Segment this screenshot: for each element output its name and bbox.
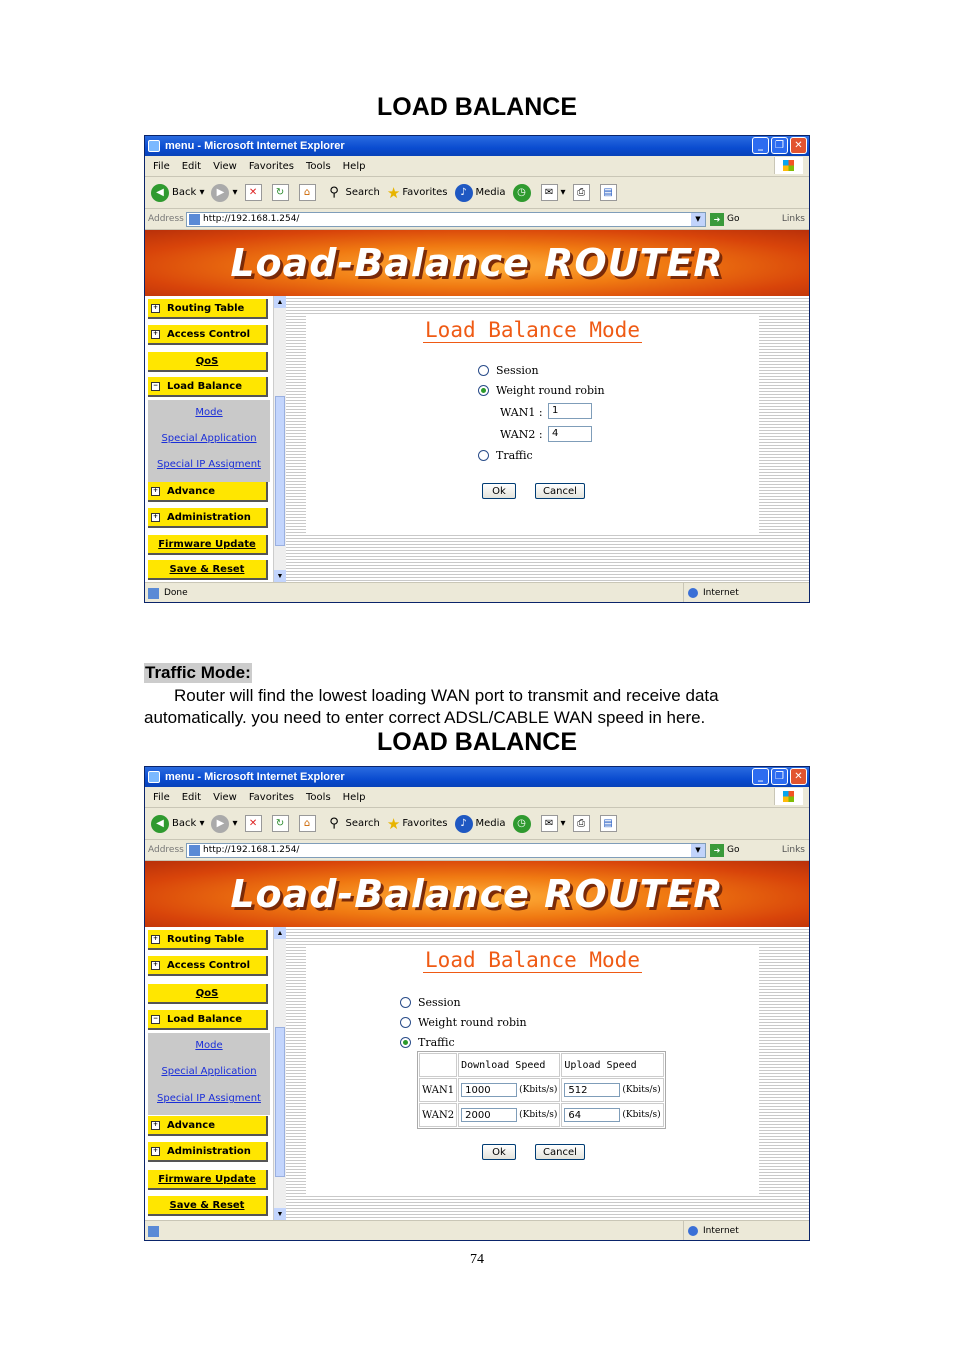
- cancel-button[interactable]: Cancel: [535, 483, 585, 499]
- toolbar: [145, 808, 809, 840]
- nav-label: Administration: [167, 511, 251, 523]
- load-balance-panel: [306, 946, 759, 1195]
- refresh-icon: ↻: [272, 184, 289, 201]
- session-radio[interactable]: [400, 997, 411, 1008]
- table-row: [419, 1078, 664, 1102]
- status-text: Done: [164, 588, 188, 598]
- home-button[interactable]: [299, 815, 319, 832]
- collapse-icon: −: [152, 381, 159, 389]
- nav-label: Advance: [167, 1119, 215, 1131]
- panel-title: [306, 948, 759, 972]
- edit-button[interactable]: [600, 184, 620, 201]
- globe-icon: [688, 588, 698, 598]
- mail-button[interactable]: ✉ ▾: [541, 815, 566, 832]
- expand-icon: +: [152, 303, 159, 311]
- nav-firmware-update[interactable]: Firmware Update: [148, 1170, 268, 1190]
- minimize-button[interactable]: _: [752, 768, 769, 785]
- home-icon: ⌂: [299, 184, 316, 201]
- session-label: Session: [418, 996, 461, 1009]
- unit-label: (Kbits/s): [622, 1110, 661, 1120]
- forward-arrow-icon: ▶: [211, 815, 229, 833]
- expand-icon: +: [152, 329, 159, 337]
- nav-special-ip[interactable]: Special IP Assigment: [157, 459, 261, 470]
- table-corner: [419, 1053, 457, 1077]
- nav-special-ip[interactable]: Special IP Assigment: [157, 1093, 261, 1104]
- security-zone: [683, 1221, 739, 1241]
- router-banner: [145, 861, 809, 927]
- menu-bar: [145, 787, 809, 808]
- scroll-up-icon[interactable]: ▲: [274, 927, 286, 939]
- nav-save-reset[interactable]: Save & Reset: [148, 1196, 268, 1216]
- media-button[interactable]: [455, 815, 506, 833]
- security-zone: [683, 583, 739, 603]
- option-weight[interactable]: [478, 384, 605, 397]
- edit-icon: ▤: [600, 184, 617, 201]
- main-pane: [286, 296, 809, 582]
- printer-icon: ⎙: [573, 184, 590, 201]
- search-icon: ⚲: [329, 185, 339, 200]
- ok-button[interactable]: Ok: [482, 1144, 516, 1160]
- weight-radio[interactable]: [400, 1017, 411, 1028]
- page-icon: [189, 845, 200, 856]
- minimize-button[interactable]: _: [752, 137, 769, 154]
- back-button[interactable]: ◀ Back ▾: [151, 815, 204, 833]
- go-arrow-icon: ➜: [710, 213, 724, 226]
- menu-file[interactable]: File: [153, 160, 170, 172]
- nav-load-balance[interactable]: [148, 377, 268, 397]
- nav-administration[interactable]: [148, 508, 268, 528]
- table-row: [419, 1103, 664, 1127]
- option-traffic[interactable]: [478, 449, 533, 462]
- stop-button[interactable]: [245, 184, 265, 201]
- menu-view[interactable]: View: [213, 160, 237, 172]
- links-button[interactable]: Links: [781, 214, 805, 224]
- print-button[interactable]: [573, 184, 593, 201]
- window-title: menu - Microsoft Internet Explorer: [165, 771, 345, 783]
- sidebar-scrollbar[interactable]: [273, 296, 286, 582]
- wan1-upload-cell: [561, 1078, 663, 1102]
- wan1-download-input[interactable]: 1000: [461, 1083, 517, 1097]
- home-icon: ⌂: [299, 815, 316, 832]
- nav-advance[interactable]: [148, 1116, 268, 1136]
- cancel-button[interactable]: Cancel: [535, 1144, 585, 1160]
- go-button[interactable]: [710, 213, 739, 226]
- scroll-up-icon[interactable]: ▲: [274, 296, 286, 308]
- back-button[interactable]: ◀ Back ▾: [151, 184, 204, 202]
- search-label: Search: [345, 187, 380, 198]
- dropdown-arrow-icon[interactable]: ▼: [691, 213, 705, 226]
- banner-title: Load-Balance ROUTER: [230, 872, 724, 916]
- sidebar-scrollbar[interactable]: [273, 927, 286, 1220]
- load-balance-submenu: [148, 400, 270, 482]
- nav-firmware-update[interactable]: Firmware Update: [148, 535, 268, 555]
- wan2-download-cell: [458, 1103, 560, 1127]
- nav-label: Routing Table: [167, 302, 245, 314]
- search-button[interactable]: [326, 815, 380, 832]
- go-label: Go: [727, 845, 740, 855]
- nav-routing-table[interactable]: [148, 299, 268, 319]
- forward-button[interactable]: ▶ ▾: [211, 815, 237, 833]
- nav-mode[interactable]: Mode: [195, 1040, 223, 1051]
- dropdown-arrow-icon[interactable]: ▼: [691, 844, 705, 857]
- wan1-label: WAN1 :: [500, 406, 543, 419]
- unit-label: (Kbits/s): [519, 1110, 558, 1120]
- traffic-label: Traffic: [418, 1036, 455, 1049]
- star-icon: ★: [386, 814, 401, 833]
- maximize-button[interactable]: ❐: [771, 768, 788, 785]
- status-bar: [145, 1220, 809, 1241]
- scroll-down-icon[interactable]: ▼: [274, 570, 286, 582]
- title-bar: [145, 136, 809, 156]
- menu-tools[interactable]: Tools: [306, 791, 331, 803]
- nav-administration[interactable]: [148, 1142, 268, 1162]
- media-icon: ♪: [455, 815, 473, 833]
- mail-icon: ✉: [541, 815, 558, 832]
- edit-icon: ▤: [600, 815, 617, 832]
- address-url: http://192.168.1.254/: [203, 214, 300, 224]
- load-balance-submenu: [148, 1033, 270, 1115]
- wan2-download-input[interactable]: 2000: [461, 1108, 517, 1122]
- weight-label: Weight round robin: [418, 1016, 527, 1029]
- wan2-upload-cell: [561, 1103, 663, 1127]
- nav-label: Routing Table: [167, 933, 245, 945]
- page-number: 74: [470, 1252, 484, 1267]
- back-arrow-icon: ◀: [151, 815, 169, 833]
- unit-label: (Kbits/s): [622, 1085, 661, 1095]
- wan1-row-label: WAN1: [419, 1078, 457, 1102]
- menu-favorites[interactable]: Favorites: [248, 791, 295, 803]
- go-arrow-icon: ➜: [710, 844, 724, 857]
- nav-label: Administration: [167, 1145, 251, 1157]
- back-arrow-icon: ◀: [151, 184, 169, 202]
- nav-access-control[interactable]: [148, 325, 268, 345]
- nav-label: Load Balance: [167, 380, 243, 392]
- favorites-label: Favorites: [402, 187, 448, 198]
- address-label: Address: [148, 845, 184, 855]
- stop-icon: ✕: [245, 184, 262, 201]
- traffic-mode-description: Router will find the lowest loading WAN port to transmit and receive data automatically. you need to enter correct ADSL/CABLE WAN speed in here.: [144, 686, 719, 727]
- session-label: Session: [496, 364, 539, 377]
- windows-logo-icon: [774, 157, 803, 174]
- collapse-icon: −: [152, 1014, 159, 1022]
- address-bar: [145, 209, 809, 230]
- search-button[interactable]: [326, 184, 380, 201]
- expand-icon: +: [152, 934, 159, 942]
- history-icon: ◷: [513, 815, 531, 833]
- back-label: Back: [172, 818, 197, 829]
- nav-load-balance[interactable]: [148, 1010, 268, 1030]
- traffic-mode-heading: Traffic Mode:: [145, 663, 251, 682]
- router-banner: [145, 230, 809, 296]
- wan1-weight-input[interactable]: 1: [548, 403, 592, 419]
- browser-window-1: [144, 135, 810, 603]
- menu-edit[interactable]: Edit: [181, 160, 202, 172]
- printer-icon: ⎙: [573, 815, 590, 832]
- main-pane: [286, 927, 809, 1220]
- search-icon: ⚲: [329, 816, 339, 831]
- address-bar: [145, 840, 809, 861]
- nav-label: Access Control: [167, 959, 251, 971]
- table-header-row: [419, 1053, 664, 1077]
- ok-button[interactable]: Ok: [482, 483, 516, 499]
- edit-button[interactable]: [600, 815, 620, 832]
- page-icon: [148, 1226, 159, 1237]
- nav-advance[interactable]: [148, 482, 268, 502]
- favorites-button[interactable]: [387, 184, 448, 202]
- go-button[interactable]: [710, 844, 739, 857]
- history-button[interactable]: [513, 184, 534, 202]
- panel-title-text: Load Balance Mode: [425, 948, 640, 972]
- option-session[interactable]: [478, 364, 539, 377]
- refresh-button[interactable]: [272, 815, 292, 832]
- traffic-label: Traffic: [496, 449, 533, 462]
- nav-label: Advance: [167, 485, 215, 497]
- media-label: Media: [475, 818, 506, 829]
- wan2-weight-input[interactable]: 4: [548, 426, 592, 442]
- nav-mode[interactable]: Mode: [195, 407, 223, 418]
- nav-access-control[interactable]: [148, 956, 268, 976]
- address-label: Address: [148, 214, 184, 224]
- zone-label: Internet: [703, 588, 739, 598]
- browser-window-2: [144, 766, 810, 1241]
- star-icon: ★: [386, 183, 401, 202]
- page-icon: [148, 588, 159, 599]
- load-balance-panel: [306, 316, 759, 534]
- wan2-label: WAN2 :: [500, 428, 543, 441]
- wan1-upload-input[interactable]: 512: [564, 1083, 620, 1097]
- maximize-button[interactable]: ❐: [771, 137, 788, 154]
- option-session[interactable]: [400, 996, 461, 1009]
- go-label: Go: [727, 214, 740, 224]
- home-button[interactable]: [299, 184, 319, 201]
- address-input[interactable]: [186, 212, 706, 227]
- wan2-row-label: WAN2: [419, 1103, 457, 1127]
- nav-special-application[interactable]: Special Application: [161, 1066, 257, 1077]
- mail-icon: ✉: [541, 184, 558, 201]
- back-label: Back: [172, 187, 197, 198]
- favorites-label: Favorites: [402, 818, 448, 829]
- toolbar: [145, 177, 809, 209]
- traffic-radio[interactable]: [400, 1037, 411, 1048]
- status-bar: [145, 582, 809, 603]
- upload-speed-header: Upload Speed: [561, 1053, 663, 1077]
- nav-label: Access Control: [167, 328, 251, 340]
- links-button[interactable]: Links: [781, 845, 805, 855]
- wan1-download-cell: [458, 1078, 560, 1102]
- expand-icon: +: [152, 1146, 159, 1154]
- wan2-upload-input[interactable]: 64: [564, 1108, 620, 1122]
- forward-button[interactable]: ▶ ▾: [211, 184, 237, 202]
- window-title: menu - Microsoft Internet Explorer: [165, 140, 345, 152]
- refresh-button[interactable]: [272, 184, 292, 201]
- print-button[interactable]: [573, 815, 593, 832]
- weight-radio[interactable]: [478, 385, 489, 396]
- close-button[interactable]: ✕: [790, 768, 807, 785]
- windows-logo-icon: [774, 788, 803, 805]
- download-speed-header: Download Speed: [458, 1053, 560, 1077]
- sidebar: [145, 927, 273, 1220]
- stop-icon: ✕: [245, 815, 262, 832]
- scroll-down-icon[interactable]: ▼: [274, 1208, 286, 1220]
- expand-icon: +: [152, 512, 159, 520]
- menu-help[interactable]: Help: [342, 791, 366, 803]
- nav-routing-table[interactable]: [148, 930, 268, 950]
- banner-title: Load-Balance ROUTER: [230, 241, 724, 285]
- nav-label: Load Balance: [167, 1013, 243, 1025]
- stop-button[interactable]: [245, 815, 265, 832]
- menu-bar: [145, 156, 809, 177]
- ie-icon: [148, 771, 160, 783]
- menu-file[interactable]: File: [153, 791, 170, 803]
- menu-view[interactable]: View: [213, 791, 237, 803]
- section-heading-1: LOAD BALANCE: [377, 93, 577, 121]
- nav-special-application[interactable]: Special Application: [161, 433, 257, 444]
- expand-icon: +: [152, 486, 159, 494]
- mail-button[interactable]: ✉ ▾: [541, 184, 566, 201]
- history-button[interactable]: [513, 815, 534, 833]
- search-label: Search: [345, 818, 380, 829]
- media-icon: ♪: [455, 184, 473, 202]
- nav-qos[interactable]: QoS: [148, 352, 268, 372]
- nav-save-reset[interactable]: Save & Reset: [148, 560, 268, 580]
- close-button[interactable]: ✕: [790, 137, 807, 154]
- panel-title: [306, 318, 759, 342]
- globe-icon: [688, 1226, 698, 1236]
- forward-arrow-icon: ▶: [211, 184, 229, 202]
- sidebar: [145, 296, 273, 582]
- zone-label: Internet: [703, 1226, 739, 1236]
- ie-icon: [148, 140, 160, 152]
- nav-qos[interactable]: QoS: [148, 984, 268, 1004]
- content-area: [145, 296, 809, 582]
- menu-help[interactable]: Help: [342, 160, 366, 172]
- history-icon: ◷: [513, 184, 531, 202]
- traffic-radio[interactable]: [478, 450, 489, 461]
- media-button[interactable]: [455, 184, 506, 202]
- address-url: http://192.168.1.254/: [203, 845, 300, 855]
- speed-table: [417, 1051, 666, 1129]
- panel-title-text: Load Balance Mode: [425, 318, 640, 342]
- menu-favorites[interactable]: Favorites: [248, 160, 295, 172]
- option-traffic[interactable]: [400, 1036, 455, 1049]
- favorites-button[interactable]: [387, 815, 448, 833]
- menu-edit[interactable]: Edit: [181, 791, 202, 803]
- media-label: Media: [475, 187, 506, 198]
- refresh-icon: ↻: [272, 815, 289, 832]
- menu-tools[interactable]: Tools: [306, 160, 331, 172]
- scroll-thumb[interactable]: [275, 396, 285, 546]
- expand-icon: +: [152, 1120, 159, 1128]
- scroll-thumb[interactable]: [275, 1027, 285, 1177]
- title-bar: [145, 767, 809, 787]
- option-weight[interactable]: [400, 1016, 527, 1029]
- unit-label: (Kbits/s): [519, 1085, 558, 1095]
- content-area: [145, 927, 809, 1220]
- weight-label: Weight round robin: [496, 384, 605, 397]
- expand-icon: +: [152, 960, 159, 968]
- page-icon: [189, 214, 200, 225]
- section-heading-2: LOAD BALANCE: [377, 728, 577, 756]
- address-input[interactable]: [186, 843, 706, 858]
- session-radio[interactable]: [478, 365, 489, 376]
